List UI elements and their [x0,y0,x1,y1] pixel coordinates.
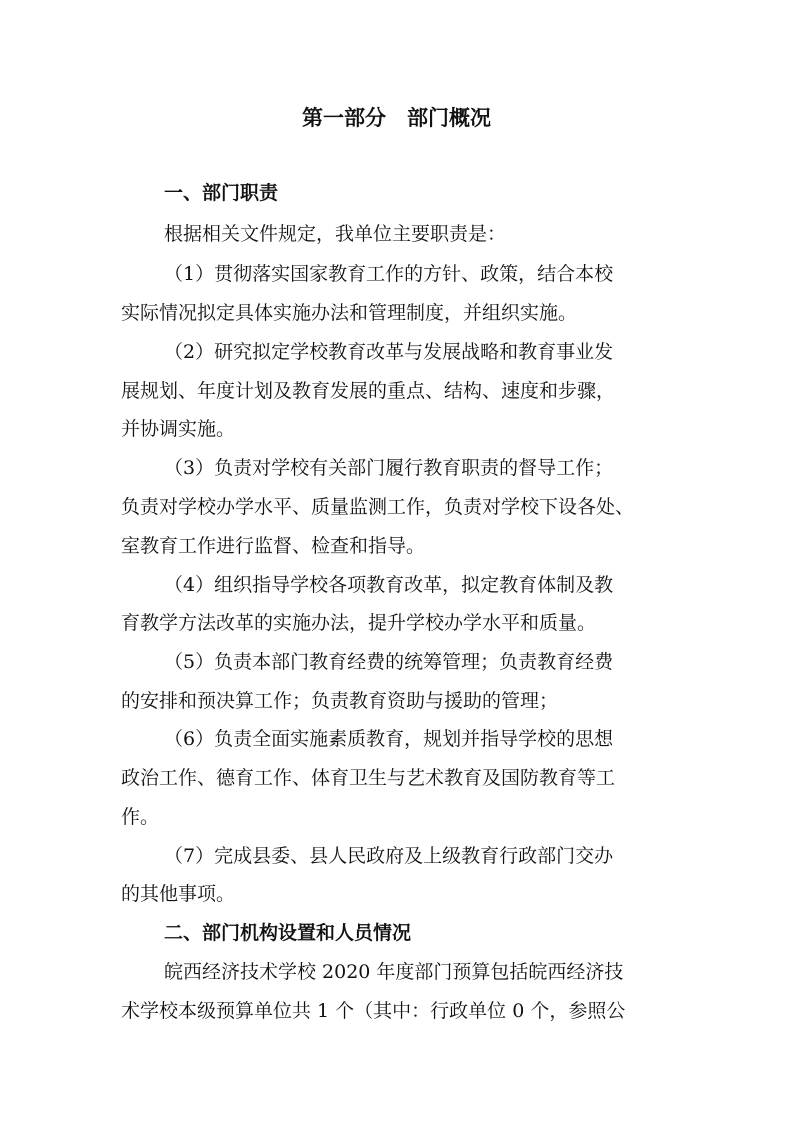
duty-1-line-1: （1）贯彻落实国家教育工作的方针、政策，结合本校 [164,263,614,285]
section-heading-duties: 一、部门职责 [164,182,279,204]
duty-2-line-3: 并协调实施。 [121,418,236,440]
duty-6-line-2: 政治工作、德育工作、体育卫生与艺术教育及国防教育等工 [121,767,616,789]
duty-3-line-2: 负责对学校办学水平、质量监测工作，负责对学校下设各处、 [121,496,635,518]
duty-3-line-1: （3）负责对学校有关部门履行教育职责的督导工作； [164,457,614,479]
duty-4-line-1: （4）组织指导学校各项教育改革，拟定教育体制及教 [164,574,614,596]
duty-3-line-3: 室教育工作进行监督、检查和指导。 [121,535,426,557]
duty-2-line-1: （2）研究拟定学校教育改革与发展战略和教育事业发 [164,341,614,363]
duty-1-line-2: 实际情况拟定具体实施办法和管理制度，并组织实施。 [121,302,578,324]
duty-4-line-2: 育教学方法改革的实施办法，提升学校办学水平和质量。 [121,612,597,634]
duty-5-line-1: （5）负责本部门教育经费的统筹管理；负责教育经费 [164,651,614,673]
duty-5-line-2: 的安排和预决算工作；负责教育资助与援助的管理； [121,690,559,712]
organization-line-2: 术学校本级预算单位共 1 个（其中：行政单位 0 个，参照公 [121,1000,626,1022]
duty-2-line-2: 展规划、年度计划及教育发展的重点、结构、速度和步骤， [121,380,616,402]
duties-intro: 根据相关文件规定，我单位主要职责是： [164,223,507,245]
section-heading-organization: 二、部门机构设置和人员情况 [164,922,412,944]
duty-7-line-1: （7）完成县委、县人民政府及上级教育行政部门交办 [164,845,614,867]
duty-6-line-3: 作。 [121,806,160,828]
organization-line-1: 皖西经济技术学校 2020 年度部门预算包括皖西经济技 [164,961,624,983]
duty-7-line-2: 的其他事项。 [121,883,236,905]
page-title: 第一部分 部门概况 [302,106,491,130]
duty-6-line-1: （6）负责全面实施素质教育，规划并指导学校的思想 [164,728,614,750]
